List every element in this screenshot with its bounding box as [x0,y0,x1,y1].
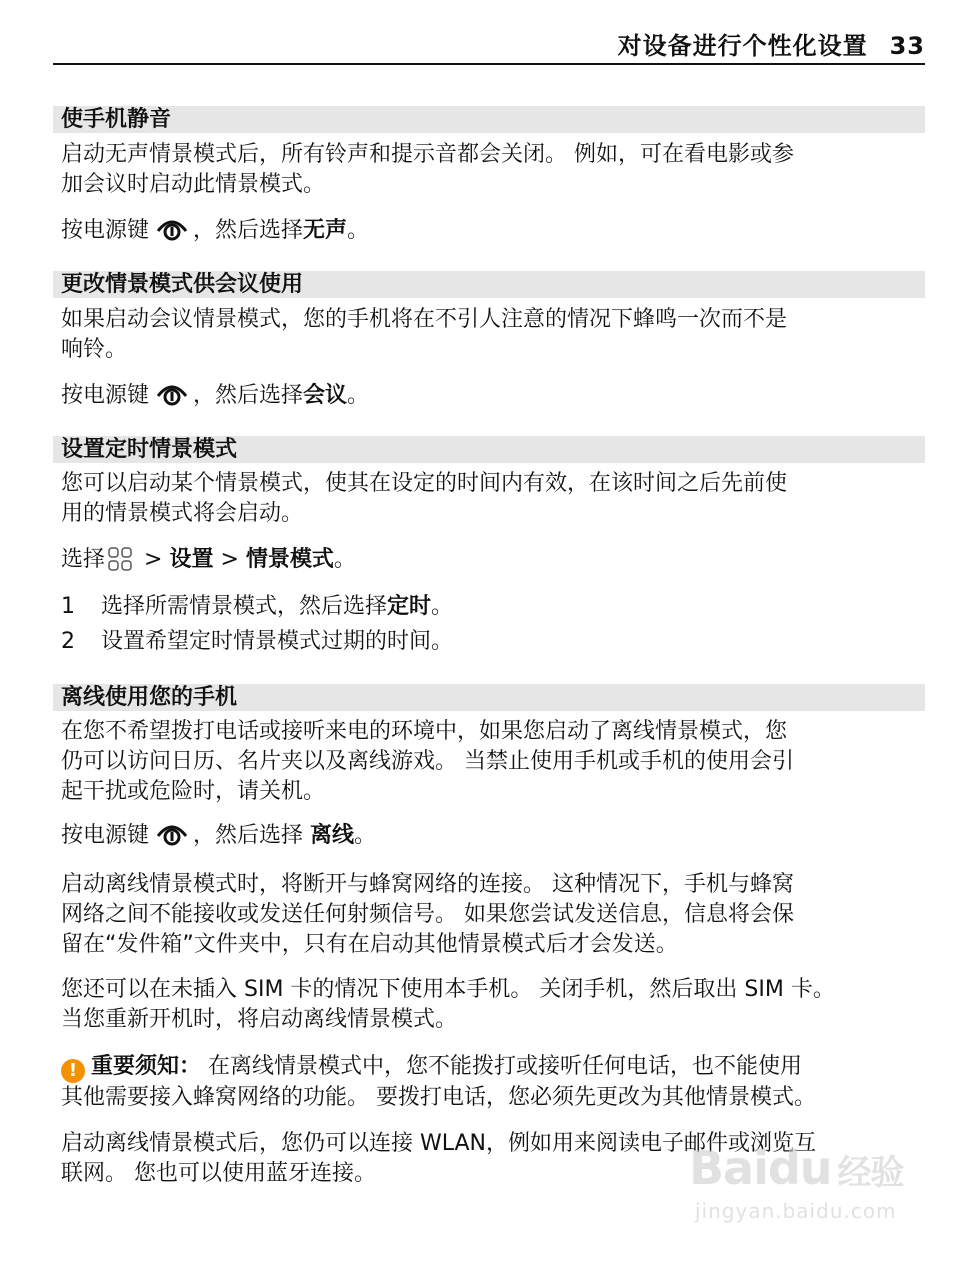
step-number: 2 [61,629,75,654]
offline-line: 当您重新开机时，将启动离线情景模式。 [61,1007,458,1032]
section-title-mute: 使手机静音 [53,106,925,133]
offline-line: 您还可以在未插入 SIM 卡的情况下使用本手机。 关闭手机，然后取出 SIM 卡。 [61,977,835,1002]
watermark-logo [689,1142,919,1199]
offline-line: 联网。 您也可以使用蓝牙连接。 [61,1161,376,1186]
menu-grid-icon [107,546,133,572]
option-timed: 定时 [387,594,432,619]
path-separator: > [137,547,170,572]
instr-text: ，然后选择 [193,823,311,848]
offline-line: 网络之间不能接收或发送任何射频信号。 如果您尝试发送信息，信息将会保 [61,902,794,927]
list-item [61,592,453,622]
path-settings: 设置 [169,547,214,572]
mute-paragraph [61,140,926,200]
page-number: 33 [889,32,925,60]
offline-paragraph-1 [61,717,926,807]
section-title-offline: 离线使用您的手机 [53,684,925,711]
instr-text: 按电源键 [61,823,150,848]
path-profiles: 情景模式 [245,547,334,572]
offline-line: 仍可以访问日历、名片夹以及离线游戏。 当禁止使用手机或手机的使用会引 [61,749,794,774]
path-separator: > [213,547,246,572]
step-text: 选择所需情景模式，然后选择 [101,594,388,619]
mute-line-2: 加会议时启动此情景模式。 [61,172,326,197]
meeting-paragraph [61,305,926,365]
watermark-url: jingyan.baidu.com [695,1199,897,1223]
option-silent: 无声 [303,218,348,243]
mute-instruction [61,216,926,246]
meeting-line-2: 响铃。 [61,337,128,362]
header-title: 对设备进行个性化设置 [617,32,868,60]
instr-text: 按电源键 [61,383,150,408]
meeting-instruction [61,381,926,411]
step-text: 设置希望定时情景模式过期的时间。 [101,629,454,654]
instr-text: ，然后选择 [193,218,304,243]
instr-text: 。 [347,218,370,243]
notice-label: 重要须知： [91,1054,202,1079]
watermark-logo-cn: 经验 [837,1153,904,1193]
page-header [53,30,925,65]
watermark-logo-text: Baidu [689,1141,832,1195]
important-notice [61,1052,926,1113]
list-item [61,627,453,657]
timed-line-1: 您可以启动某个情景模式，使其在设定的时间内有效，在该时间之后先前使 [61,471,788,496]
power-key-icon [155,217,189,243]
section-title-meeting: 更改情景模式供会议使用 [53,271,925,298]
offline-line: 起干扰或危险时，请关机。 [61,779,326,804]
offline-paragraph-2 [61,870,926,960]
instr-text: 按电源键 [61,218,150,243]
offline-line: 启动离线情景模式时，将断开与蜂窝网络的连接。 这种情况下，手机与蜂窝 [61,872,794,897]
instr-text: ，然后选择 [193,383,304,408]
instr-text: 选择 [61,547,106,572]
power-key-icon [155,382,189,408]
option-meeting: 会议 [303,383,348,408]
notice-line-1 [61,1052,926,1083]
instr-text: 。 [347,383,370,408]
timed-select-path [61,545,926,575]
option-offline: 离线 [310,823,355,848]
instr-text: 。 [333,547,356,572]
mute-line-1: 启动无声情景模式后，所有铃声和提示音都会关闭。 例如，可在看电影或参 [61,142,794,167]
meeting-line-1: 如果启动会议情景模式，您的手机将在不引人注意的情况下蜂鸣一次而不是 [61,307,788,332]
offline-line: 启动离线情景模式后，您仍可以连接 WLAN，例如用来阅读电子邮件或浏览互 [61,1131,817,1156]
notice-line-2: 其他需要接入蜂窝网络的功能。 要拨打电话，您必须先更改为其他情景模式。 [61,1085,816,1110]
notice-text: 在离线情景模式中，您不能拨打或接听任何电话，也不能使用 [201,1054,803,1079]
baidu-watermark [689,1142,919,1232]
offline-line: 留在“发件箱”文件夹中，只有在启动其他情景模式后才会发送。 [61,932,678,957]
offline-instruction [61,821,926,851]
offline-paragraph-3 [61,975,926,1035]
timed-line-2: 用的情景模式将会启动。 [61,501,304,526]
step-text: 。 [431,594,454,619]
offline-line: 在您不希望拨打电话或接听来电的环境中，如果您启动了离线情景模式，您 [61,719,788,744]
step-number: 1 [61,594,75,619]
instr-text: 。 [354,823,377,848]
timed-paragraph [61,469,926,529]
warning-icon: ! [61,1059,85,1083]
power-key-icon [155,822,189,848]
section-title-timed: 设置定时情景模式 [53,436,925,463]
